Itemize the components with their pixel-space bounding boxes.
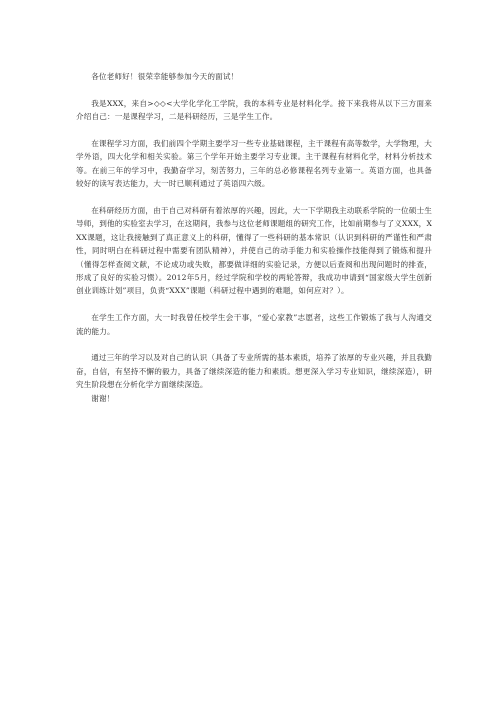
closing-thanks: 谢谢！ [91,393,115,403]
introduction-paragraph: 我是XXX，来自>◇◇<大学化学化工学院，我的本科专业是材料化学。接下来我将从以下三方面来介绍自己：一是课程学习，二是科研经历，三是学生工作。 [76,98,432,122]
document-body [76,70,432,405]
greeting-paragraph: 各位老师好！很荣幸能够参加今天的面试！ [91,72,239,81]
summary-paragraph: 通过三年的学习以及对自己的认识（具备了专业所需的基本素质，培养了浓厚的专业兴趣，并且我勤奋，自信，有坚持不懈的毅力，具备了继续深造的能力和素质。想更深入学习专业知识，继续深造），研究生阶段想在分析化学方面继续深造。 [76,353,432,390]
coursework-paragraph: 在课程学习方面，我们前四个学期主要学习一些专业基础课程，主干课程有高等数学，大学物理，大学外语，四大化学和相关实验。第三个学年开始主要学习专业课。主干课程有材料化学，材料分析技术等。在前三年的学习中，我勤奋学习，刻苦努力，三年的总必修课程名列专业第一。英语方面，也具备较好的读写表达能力，大一时已顺利通过了英语四六级。 [76,139,432,189]
research-paragraph: 在科研经历方面，由于自己对科研有着浓厚的兴趣，因此，大一下学期我主动联系学院的一位硕士生导师，到他的实验室去学习，在这期间，我参与这位老师课题组的研究工作，比如前期参与了义XXX，XXX课题，这让我接触到了真正意义上的科研，懂得了一些科研的基本常识（认识到科研的严谨性和严肃性，同时明白在科研过程中需要有团队精神），并使自己的动手能力和实验操作技能得到了锻炼和提升（懂得怎样查阅文献，不论成功或失败，都要做详细的实验记录，方便以后查阅和出现问题时的排查，形成了良好的实验习惯）。2012年5月，经过学院和学校的两轮答辩，我成功申请到“国家级大学生创新创业训练计划”项目，负责“XXX”课题（科研过程中遇到的难题，如何应对？）。 [76,206,432,296]
student-work-paragraph: 在学生工作方面，大一时我曾任校学生会干事，“爱心家教”志愿者，这些工作锻炼了我与人沟通交流的能力。 [76,313,432,336]
